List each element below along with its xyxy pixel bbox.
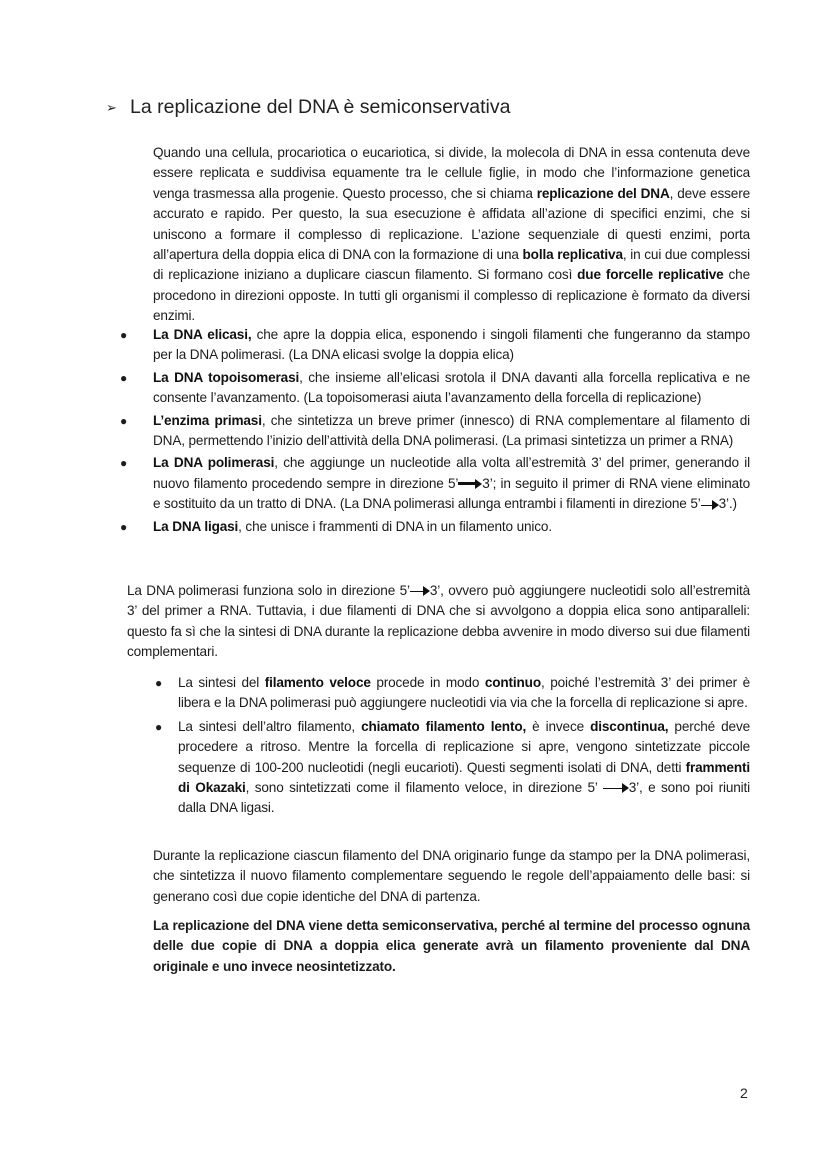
list-item-filamento-veloce bbox=[155, 673, 750, 714]
strand-text: è invece bbox=[526, 718, 591, 734]
enzyme-description: che apre la doppia elica, esponendo i singoli filamenti che fungeranno da stampo per la DNA polimerasi. (La DNA elicasi svolge la doppia elica) bbox=[153, 327, 750, 363]
page-number: 2 bbox=[740, 1085, 748, 1101]
right-arrow-icon bbox=[410, 586, 430, 596]
term-discontinua: discontinua, bbox=[590, 718, 669, 734]
enzyme-name: La DNA elicasi, bbox=[153, 327, 252, 342]
arrow-bullet-icon: ➢ bbox=[106, 99, 117, 115]
strand-synthesis-list bbox=[155, 673, 750, 822]
strand-text: perché deve procedere a ritroso. Mentre la forcella di replicazione si apre, vengono sintetizzate piccole sequenze di 100-200 nucleotidi (negli eucarioti). Questi segmenti isolati di DNA, detti bbox=[178, 718, 751, 775]
term-frammenti-okazaki: frammenti di Okazaki bbox=[178, 759, 750, 796]
section-title: La replicazione del DNA è semiconservativa bbox=[130, 96, 511, 118]
enzyme-description: , che insieme all’elicasi srotola il DNA davanti alla forcella replicativa e ne consente l’avanzamento. (La topoisomerasi aiuta l’avanzamento della forcella di replicazione) bbox=[153, 369, 750, 406]
term-forcelle-replicative: due forcelle replicative bbox=[577, 267, 724, 283]
term-replicazione: replicazione del DNA bbox=[536, 185, 670, 201]
enzyme-description-cont: 3’; in seguito il primer di RNA viene eliminato e sostituito da un tratto di DNA. (La DNA polimerasi allunga entrambi i filamenti in direzione 5’ bbox=[153, 475, 750, 512]
antiparallel-text-2: 3’, ovvero può aggiungere nucleotidi solo all’estremità 3’ del primer a RNA. Tuttavia, i due filamenti di DNA che si avvolgono a doppia elica sono antiparalleli: questo fa sì che la sintesi di DNA durante la replicazione debba avvenire in modo diverso sui due filamenti complementari. bbox=[127, 583, 750, 660]
bullet-icon: ● bbox=[120, 370, 128, 385]
intro-text-1: Quando una cellula, procariotica o eucariotica, si divide, la molecola di DNA in essa contenuta deve essere replicata e suddivisa equamente tra le cellule figlie, in modo che l’informazione genetica venga trasmessa alla progenie. Questo processo, che si chiama bbox=[153, 145, 750, 201]
list-item-filamento-lento bbox=[155, 717, 750, 819]
list-item-topoisomerasi bbox=[120, 368, 750, 409]
term-filamento-veloce: filamento veloce bbox=[264, 675, 371, 690]
bullet-icon: ● bbox=[120, 519, 128, 534]
intro-text-4: che procedono in direzioni opposte. In tutti gli organismi il complesso di replicazione è formato da diversi enzimi. bbox=[153, 267, 750, 324]
antiparallel-paragraph bbox=[127, 581, 750, 663]
right-arrow-icon bbox=[458, 479, 482, 489]
intro-text-3: , in cui due complessi di replicazione iniziano a duplicare ciascun filamento. Si formano così bbox=[153, 247, 750, 283]
strand-text: , sono sintetizzati come il filamento veloce, in direzione 5’ bbox=[245, 780, 603, 796]
enzyme-description-end: 3’.) bbox=[718, 496, 737, 512]
term-filamento-lento: chiamato filamento lento, bbox=[361, 718, 527, 734]
strand-text: 3’, e sono poi riuniti dalla DNA ligasi. bbox=[178, 780, 751, 816]
antiparallel-text-1: La DNA polimerasi funziona solo in direzione 5’ bbox=[127, 583, 410, 598]
bullet-icon: ● bbox=[120, 413, 128, 428]
enzyme-name: La DNA ligasi bbox=[153, 518, 239, 534]
list-item-ligasi bbox=[120, 517, 750, 537]
strand-text: La sintesi del bbox=[178, 675, 265, 690]
enzyme-name: La DNA topoisomerasi bbox=[153, 369, 300, 385]
enzyme-list bbox=[120, 325, 750, 539]
list-item-polimerasi bbox=[120, 453, 750, 514]
enzyme-name: La DNA polimerasi bbox=[153, 455, 275, 471]
enzyme-description: , che sintetizza un breve primer (innesco) di RNA complementare al filamento di DNA, permettendo l’inizio dell’attività della DNA polimerasi. (La primasi sintetizza un primer a RNA) bbox=[153, 412, 750, 449]
strand-text: La sintesi dell’altro filamento, bbox=[178, 718, 362, 734]
list-item-primasi bbox=[120, 411, 750, 452]
bullet-icon: ● bbox=[120, 456, 128, 471]
conclusion-paragraph: La replicazione del DNA viene detta semiconservativa, perché al termine del processo ognuna delle due copie di DNA a doppia elica generate avrà un filamento proveniente dal DNA originale e uno invece neosintetizzato. bbox=[153, 918, 750, 974]
list-item-elicasi bbox=[120, 325, 750, 366]
enzyme-description: , che unisce i frammenti di DNA in un filamento unico. bbox=[238, 518, 552, 534]
strand-text: , poiché l’estremità 3’ dei primer è libera e la DNA polimerasi può aggiungere nucleotidi via via che la forcella di replicazione si apre. bbox=[178, 675, 750, 711]
enzyme-description: , che aggiunge un nucleotide alla volta all’estremità 3’ del primer, generando il nuovo filamento procedendo sempre in direzione 5’ bbox=[153, 455, 750, 491]
enzyme-name: L’enzima primasi bbox=[153, 412, 262, 428]
section-heading bbox=[106, 96, 510, 119]
right-arrow-icon bbox=[603, 783, 629, 793]
bullet-icon: ● bbox=[120, 328, 128, 342]
bullet-icon: ● bbox=[155, 676, 163, 690]
intro-paragraph bbox=[153, 143, 750, 327]
term-continuo: continuo bbox=[484, 675, 541, 690]
right-arrow-icon bbox=[701, 500, 719, 510]
template-paragraph: Durante la replicazione ciascun filamento del DNA originario funge da stampo per la DNA polimerasi, che sintetizza il nuovo filamento complementare seguendo le regole dell’appaiamento delle basi: si generano così due copie identiche del DNA di partenza. bbox=[153, 848, 750, 904]
strand-text: procede in modo bbox=[370, 675, 485, 690]
bullet-icon: ● bbox=[155, 719, 163, 734]
intro-text-2: , deve essere accurato e rapido. Per questo, la sua esecuzione è affidata all’azione di specifici enzimi, che si uniscono a formare il complesso di replicazione. L’azione sequenziale di questi enzimi, porta all’apertura della doppia elica di DNA con la formazione di una bbox=[153, 185, 750, 263]
term-bolla-replicativa: bolla replicativa bbox=[522, 247, 623, 263]
